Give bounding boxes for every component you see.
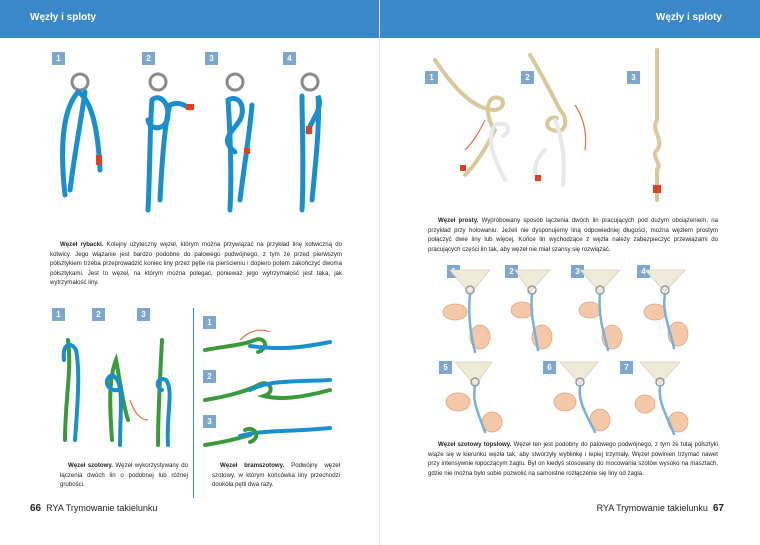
step-badge: 3 bbox=[137, 308, 150, 321]
step-badge: 4 bbox=[637, 265, 650, 278]
reef-knot-illustration bbox=[435, 50, 675, 200]
page-number: 66 bbox=[30, 503, 42, 514]
step-badge: 2 bbox=[142, 52, 155, 65]
step-badge: 3 bbox=[627, 71, 640, 84]
footer-text: RYA Trymowanie takielunku bbox=[46, 503, 158, 513]
reef-knot-text: Wypróbowany sposób łączenia dwóch lin pracujących pod dużym obciążeniem, na przykład przy holowaniu. Jeżeli nie dysponujemy liną odpowiedniej długości, można węzłem prostym połączyć dwie liny lub więcej. Końce lin wychodzące z węzła należy zabezpieczyć przewiązami do pracujących części lin tak, aby węzeł nie miał szansy się rozwiązać. bbox=[428, 217, 719, 253]
page-header-title: Węzły i sploty bbox=[30, 12, 97, 23]
fishermans-text: Kolejny użyteczny węzeł, którym można przywiązać na przykład linę kotwiczną do kotwicy. Jego wiązanie jest bardzo podobne do palowego podwójnego, z tym że przed pierwszym półsztykiem trzeba przeprowadzić koniec liny przez pętle na pierścieniu i dopiero potem zakończyć dwoma półsztykami. Jest to węzeł, na którym można polegać, ponieważ jego wytrzymałość jest taka, jak wytrzymałość liny. bbox=[50, 241, 342, 287]
step-badge: 1 bbox=[425, 71, 438, 84]
step-badge: 2 bbox=[92, 308, 105, 321]
step-badge: 2 bbox=[505, 265, 518, 278]
double-sheet-bend-paragraph bbox=[212, 461, 340, 490]
step-badge: 3 bbox=[205, 52, 218, 65]
topsail-sheet-bend-illustration bbox=[430, 262, 720, 437]
reef-knot-title: Węzeł prosty. bbox=[438, 217, 479, 224]
double-sheet-bend-illustration bbox=[200, 320, 340, 460]
right-page bbox=[380, 0, 760, 545]
sheet-bend-paragraph bbox=[60, 461, 188, 490]
step-badge: 4 bbox=[283, 52, 296, 65]
topsail-paragraph bbox=[428, 440, 718, 478]
topsail-text: Węzeł ten jest podobny do palowego podwójnego, z tym że tutaj półsztyki wiąże się w kierunku węzła tak, aby stworzyły wyblinkę i lepiej trzymały. Węzeł powinien trzymać nawet przy intensywnie łopoczącym żaglu. Był on kiedyś stosowany do mocowania szotów wysoko na masztach, gdzie nie można było sobie pozwolić na samoistne rozłączenie się liny od żagla. bbox=[428, 441, 719, 477]
step-badge: 2 bbox=[203, 370, 216, 383]
page-header-title: Węzły i sploty bbox=[655, 12, 722, 23]
double-sheet-bend-title: Węzeł bramszotowy. bbox=[220, 462, 285, 469]
step-badge: 3 bbox=[571, 265, 584, 278]
step-badge: 1 bbox=[52, 308, 65, 321]
step-badge: 7 bbox=[620, 361, 633, 374]
step-badge: 1 bbox=[203, 316, 216, 329]
sheet-bend-text: Węzeł wykorzystywany do łączenia dwóch lin o podobnej lub różnej grubości. bbox=[60, 462, 188, 489]
fishermans-paragraph bbox=[50, 240, 342, 288]
footer-text: RYA Trymowanie takielunku bbox=[596, 503, 708, 513]
fishermans-title: Węzeł rybacki. bbox=[60, 241, 104, 248]
topsail-title: Węzeł szotowy topslowy. bbox=[438, 441, 512, 448]
left-footer bbox=[30, 503, 157, 514]
sheet-bend-title: Węzeł szotowy. bbox=[68, 462, 113, 469]
step-badge: 3 bbox=[203, 415, 216, 428]
reef-knot-paragraph bbox=[428, 216, 718, 254]
step-badge: 1 bbox=[52, 52, 65, 65]
double-sheet-bend-text: Podwójny węzeł szotowy, w którym końcówka liny przechodzi dookoła pętli dwa razy. bbox=[212, 462, 340, 489]
fishermans-knot-illustration bbox=[40, 60, 340, 230]
step-badge: 6 bbox=[543, 361, 556, 374]
column-divider bbox=[193, 308, 194, 498]
page-number: 67 bbox=[712, 503, 724, 514]
step-badge: 2 bbox=[521, 71, 534, 84]
step-badge: 5 bbox=[439, 361, 452, 374]
sheet-bend-illustration bbox=[50, 320, 190, 450]
right-footer bbox=[597, 503, 724, 514]
